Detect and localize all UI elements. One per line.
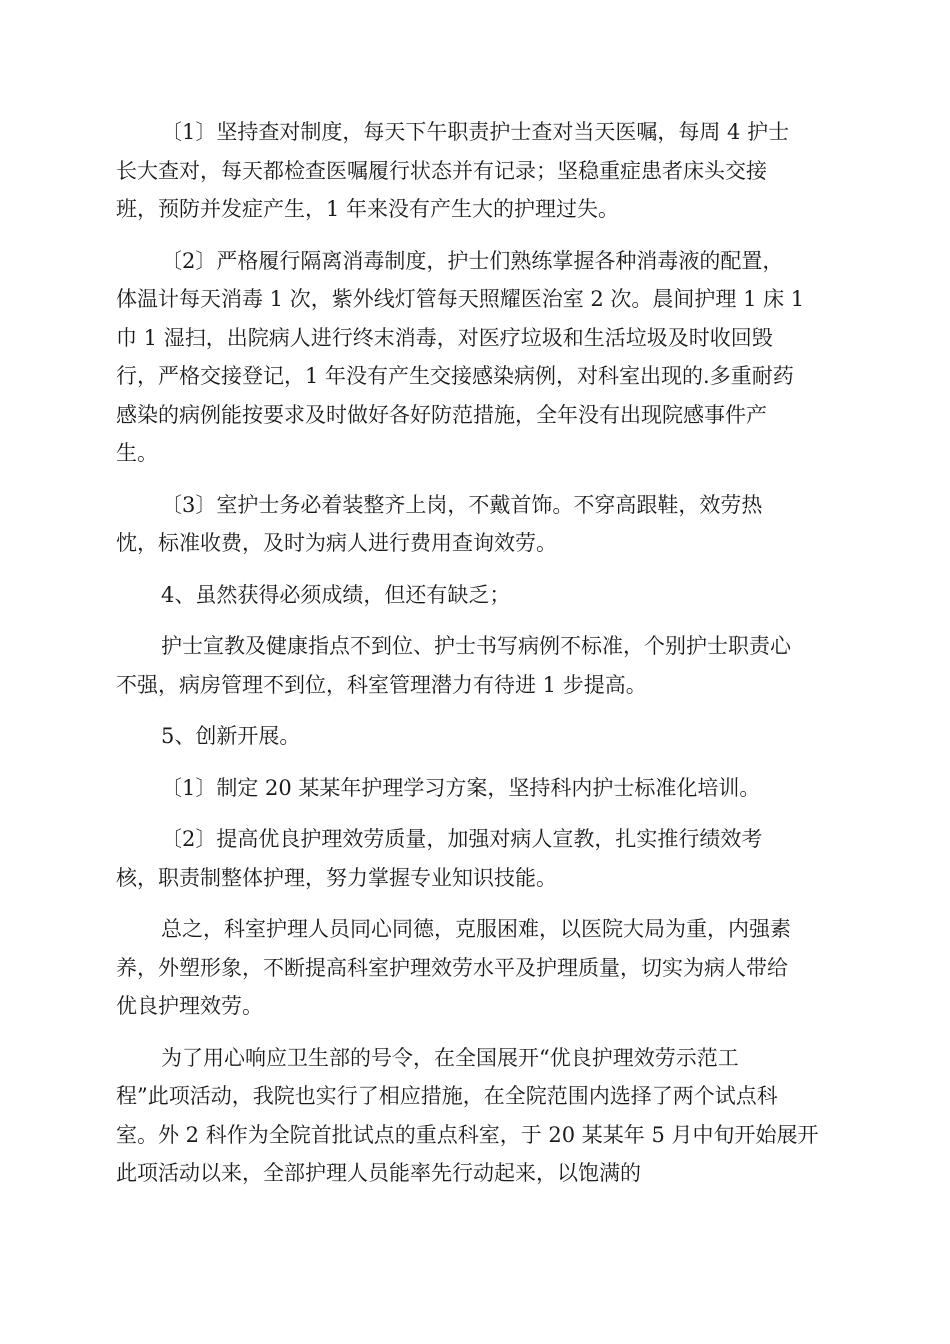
text-line: 长大查对，每天都检查医嘱履行状态并有记录；坚稳重症患者床头交接	[116, 158, 767, 183]
paragraph-disinfection	[116, 242, 838, 473]
text-line: 不强，病房管理不到位，科室管理潜力有待进 1 步提高。	[116, 672, 647, 697]
text-line: 〔2〕提高优良护理效劳质量，加强对病人宣教，扎实推行绩效考	[161, 827, 763, 851]
paragraph-service-quality	[116, 820, 838, 897]
paragraph-check-system	[116, 113, 838, 229]
paragraph-training-plan	[116, 769, 838, 808]
text-line: 核，职责制整体护理，努力掌握专业知识技能。	[116, 865, 557, 890]
text-line: 室。外 2 科作为全院首批试点的重点科室，于 20 某某年 5 月中旬开始展开	[116, 1122, 819, 1147]
text-line: 〔2〕严格履行隔离消毒制度，护士们熟练掌握各种消毒液的配置，	[161, 248, 784, 273]
text-line: 养，外塑形象，不断提高科室护理效劳水平及护理质量，切实为病人带给	[116, 955, 788, 980]
text-line: 忱，标准收费，及时为病人进行费用查询效劳。	[116, 531, 557, 555]
text-line: 4、虽然获得必须成绩，但还有缺乏；	[161, 582, 511, 607]
paragraph-demonstration-project	[116, 1039, 838, 1193]
text-line: 〔1〕坚持查对制度，每天下午职责护士查对当天医嘱，每周 4 护士	[161, 120, 790, 144]
section-heading-innovation	[116, 717, 838, 756]
text-line: 班，预防并发症产生，1 年来没有产生大的护理过失。	[116, 197, 620, 221]
text-line: 护士宣教及健康指点不到位、护士书写病例不标准，个别护士职责心	[161, 634, 791, 658]
text-line: 〔3〕室护士务必着装整齐上岗，不戴首饰。不穿高跟鞋，效劳热	[161, 492, 763, 517]
text-line: 为了用心响应卫生部的号令，在全国展开“优良护理效劳示范工	[161, 1045, 739, 1070]
document-body	[116, 113, 838, 1206]
text-line: 体温计每天消毒 1 次，紫外线灯管每天照耀医治室 2 次。晨间护理 1 床 1	[116, 287, 805, 311]
text-line: 程”此项活动，我院也实行了相应措施，在全院范围内选择了两个试点科	[116, 1084, 778, 1108]
paragraph-summary	[116, 910, 838, 1026]
text-line: 行，严格交接登记，1 年没有产生交接感染病例，对科室出现的.多重耐药	[116, 364, 794, 388]
text-line: 总之，科室护理人员同心同德，克服困难，以医院大局为重，内强素	[161, 917, 791, 941]
paragraph-dress-code	[116, 486, 838, 563]
text-line: 此项活动以来，全部护理人员能率先行动起来，以饱满的	[116, 1161, 641, 1185]
text-line: 〔1〕制定 20 某某年护理学习方案，坚持科内护士标准化培训。	[161, 775, 761, 800]
section-heading-shortcomings	[116, 576, 838, 615]
text-line: 生。	[116, 441, 158, 465]
text-line: 巾 1 湿扫，出院病人进行终末消毒，对医疗垃圾和生活垃圾及时收回毁	[116, 325, 773, 350]
text-line: 5、创新开展。	[161, 724, 301, 748]
text-line: 优良护理效劳。	[116, 994, 263, 1018]
paragraph-shortcomings	[116, 627, 838, 704]
text-line: 感染的病例能按要求及时做好各好防范措施，全年没有出现院感事件产	[116, 402, 767, 427]
